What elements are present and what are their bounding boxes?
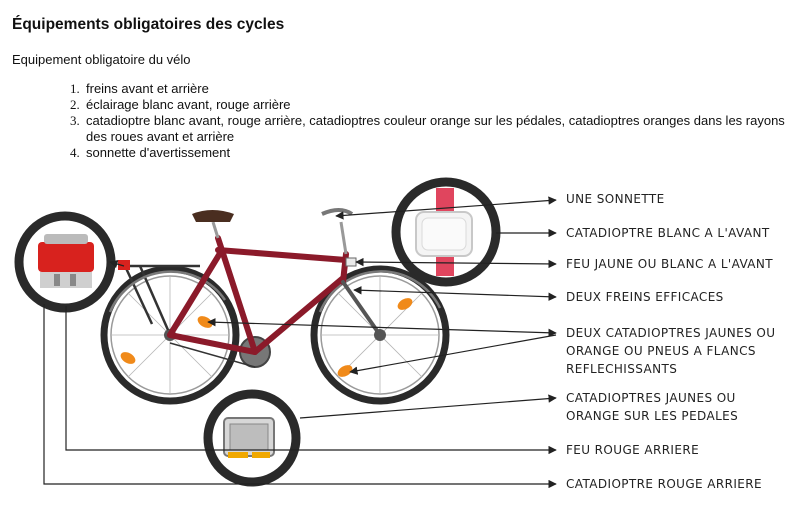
callout-feu-arriere: FEU ROUGE ARRIERE — [566, 443, 700, 457]
list-item-text: freins avant et arrière — [86, 81, 209, 96]
rear-light-inset — [19, 216, 111, 308]
list-number: 3. — [70, 113, 80, 128]
callout-catadioptre-avant: CATADIOPTRE BLANC A L'AVANT — [566, 226, 770, 240]
callout-sonnette: UNE SONNETTE — [566, 192, 665, 206]
bell-inset — [396, 182, 496, 282]
pedal-inset — [208, 394, 296, 482]
callout-feu-avant: FEU JAUNE OU BLANC A L'AVANT — [566, 257, 773, 271]
page-subtitle: Equipement obligatoire du vélo — [12, 52, 191, 67]
list-number: 4. — [70, 145, 80, 160]
callout-roues-line-3: REFLECHISSANTS — [566, 362, 678, 376]
callout-freins: DEUX FREINS EFFICACES — [566, 290, 724, 304]
list-number: 1. — [70, 81, 80, 96]
callout-catadioptre-arriere: CATADIOPTRE ROUGE ARRIERE — [566, 477, 762, 491]
callout-pedales-line-2: ORANGE SUR LES PEDALES — [566, 409, 739, 423]
page-title: Équipements obligatoires des cycles — [12, 16, 285, 33]
list-item-text: éclairage blanc avant, rouge arrière — [86, 97, 291, 112]
list-number: 2. — [70, 97, 80, 112]
callout-roues-line-2: ORANGE OU PNEUS A FLANCS — [566, 344, 756, 358]
callout-pedales-line-1: CATADIOPTRES JAUNES OU — [566, 391, 736, 405]
list-item-text: catadioptre blanc avant, rouge arrière, catadioptres couleur orange sur les pédales, catadioptres oranges dans les rayons des roues avant et arrière — [86, 113, 785, 144]
list-item-text: sonnette d'avertissement — [86, 145, 231, 160]
callout-roues-line-1: DEUX CATADIOPTRES JAUNES OU — [566, 326, 776, 340]
